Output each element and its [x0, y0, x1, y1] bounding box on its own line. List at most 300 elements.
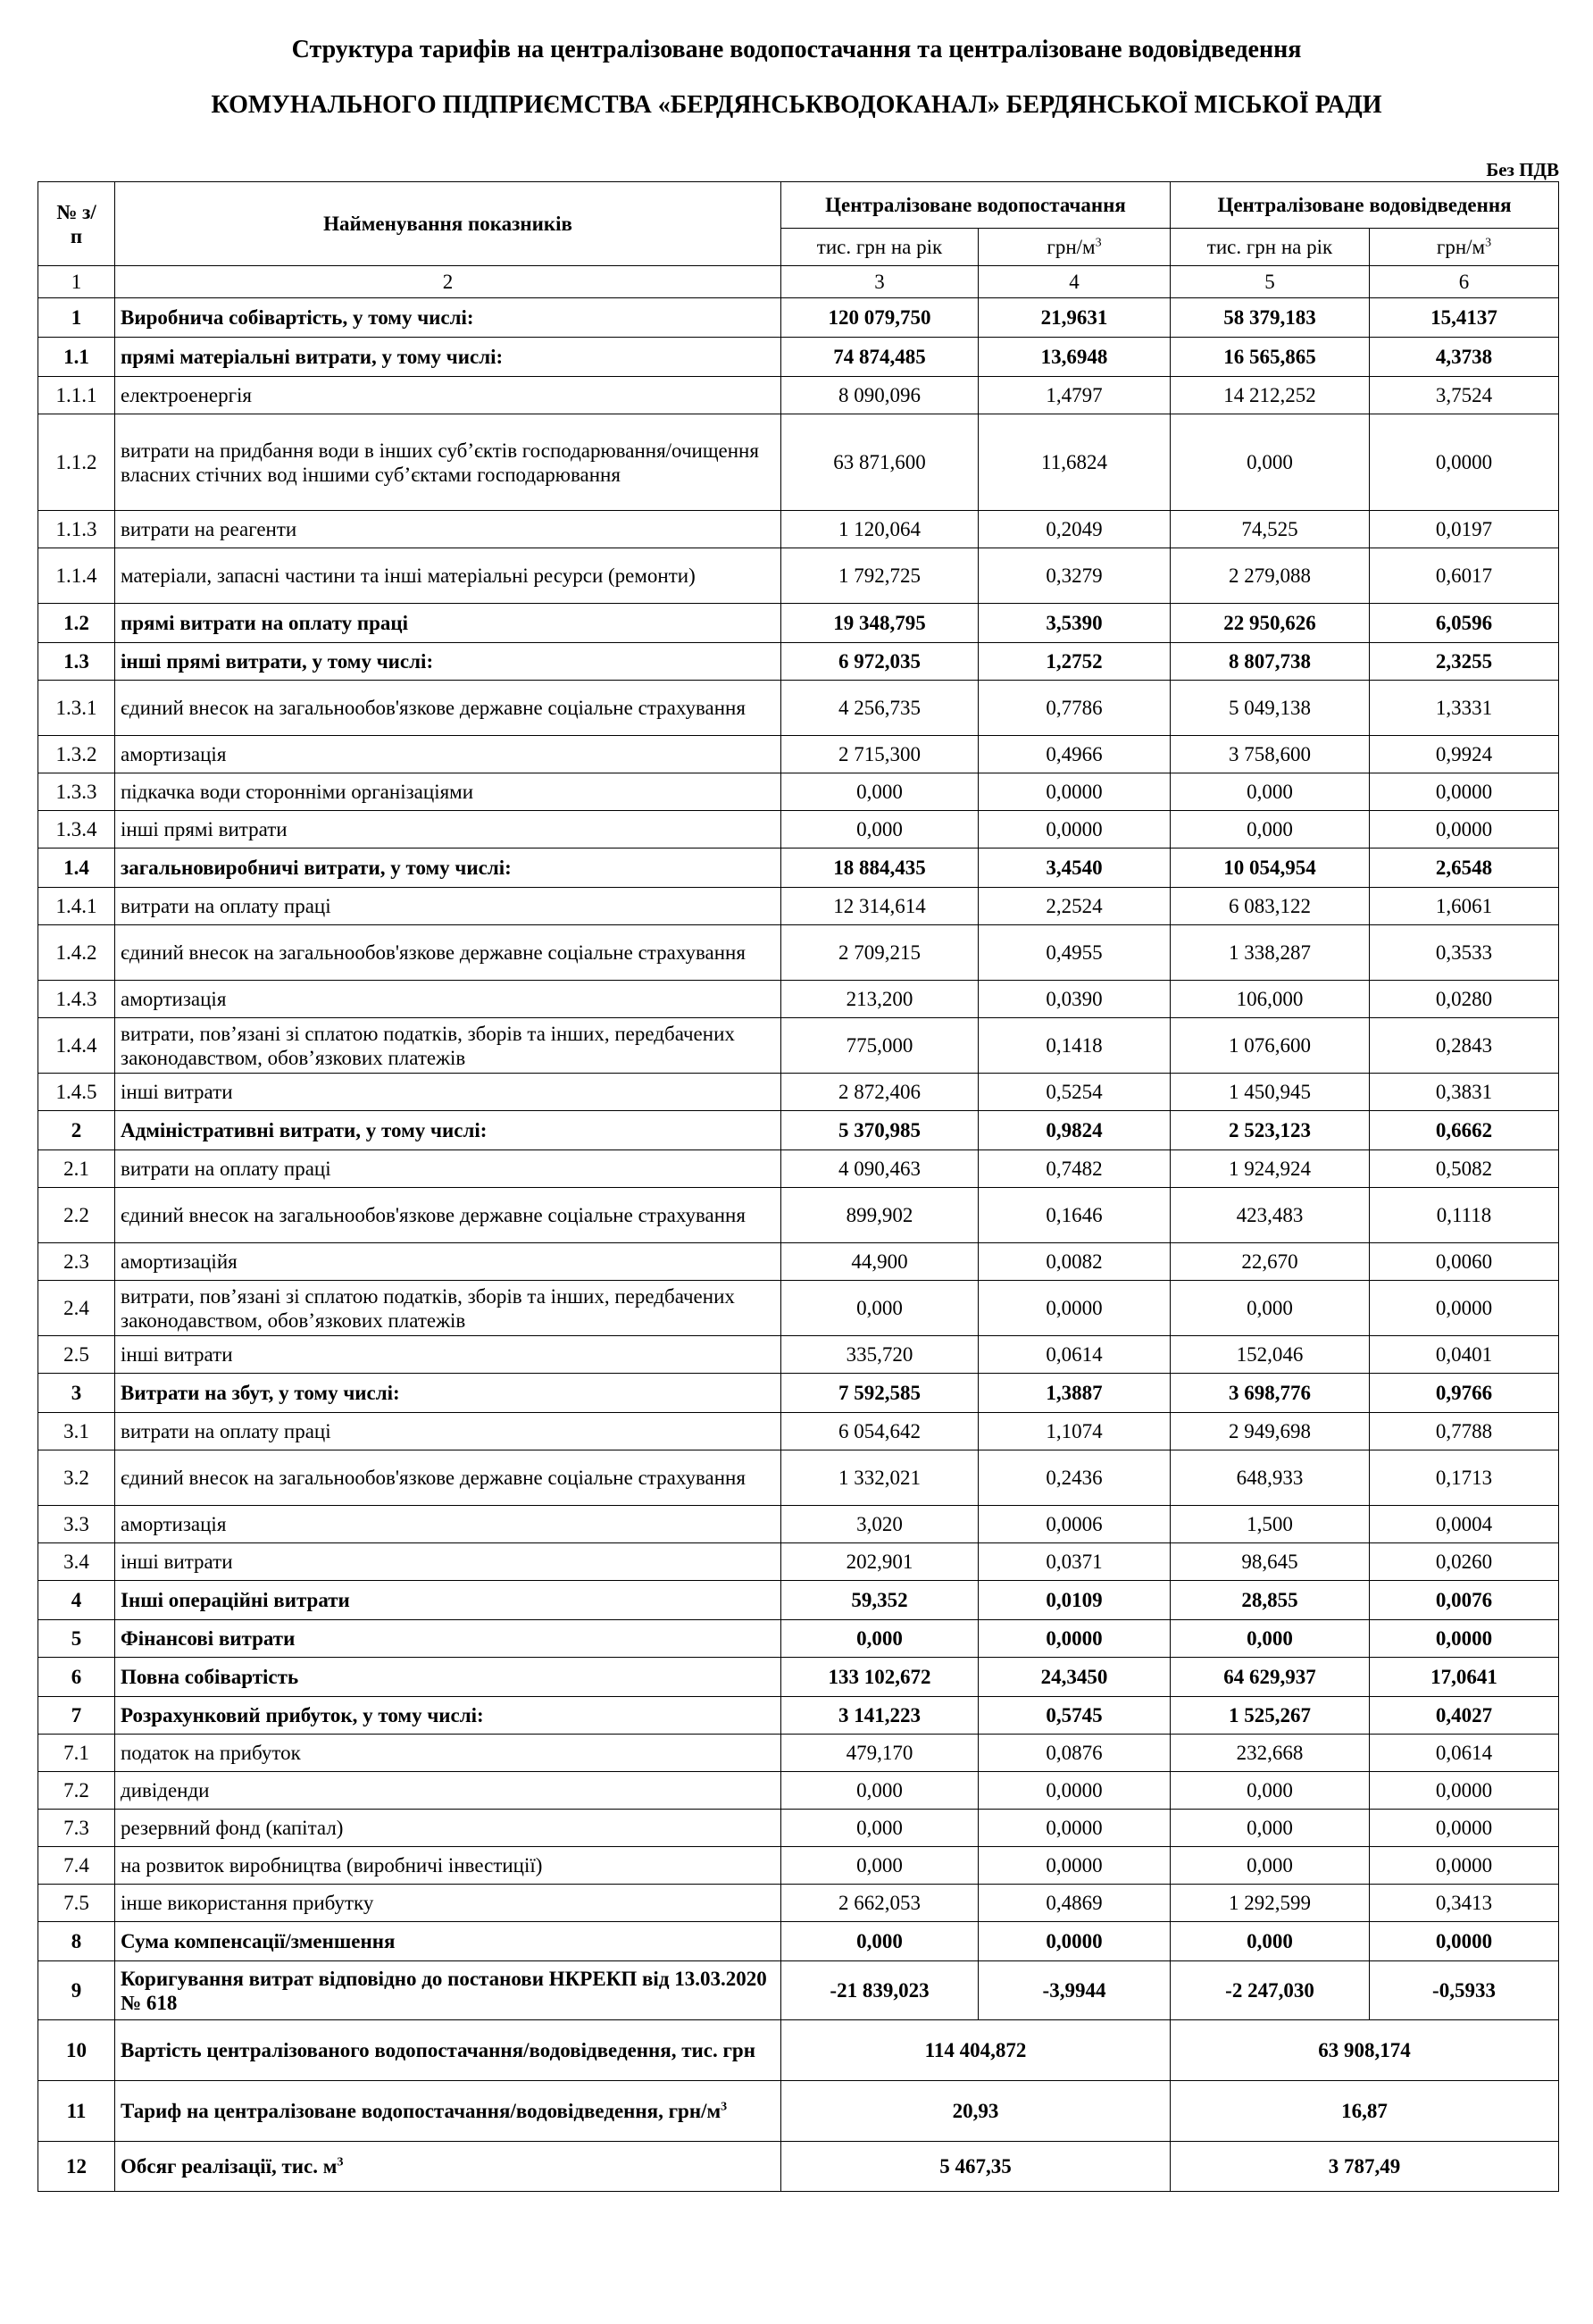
column-number: 1 [38, 266, 115, 298]
row-number: 1.1.3 [38, 511, 115, 548]
table-row [38, 1847, 1559, 1885]
water-uah-per-m3-cell: 0,9824 [979, 1111, 1171, 1150]
water-thousand-uah-cell: 6 054,642 [781, 1413, 979, 1450]
row-indicator-name: амортизація [115, 1506, 781, 1543]
row-number: 2.1 [38, 1150, 115, 1188]
sewer-thousand-uah-cell: -2 247,030 [1171, 1961, 1370, 2020]
header-water-supply: Централізоване водопостачання [781, 182, 1171, 229]
sewer-thousand-uah-cell: 1 292,599 [1171, 1885, 1370, 1922]
row-number: 1 [38, 298, 115, 338]
table-row [38, 811, 1559, 849]
sewer-thousand-uah-cell: 152,046 [1171, 1336, 1370, 1374]
sewer-thousand-uah-cell: 16 565,865 [1171, 338, 1370, 377]
table-row [38, 925, 1559, 981]
vat-note: Без ПДВ [1486, 159, 1559, 180]
row-indicator-name: витрати на оплату праці [115, 1413, 781, 1450]
row-indicator-name: Сума компенсації/зменшення [115, 1922, 781, 1961]
table-row [38, 643, 1559, 681]
sewer-total-cell: 16,87 [1171, 2081, 1559, 2142]
table-row [38, 1697, 1559, 1735]
water-thousand-uah-cell: 5 370,985 [781, 1111, 979, 1150]
water-uah-per-m3-cell: 0,0000 [979, 1922, 1171, 1961]
row-number: 2.3 [38, 1243, 115, 1281]
water-uah-per-m3-cell: 11,6824 [979, 414, 1171, 511]
sewer-uah-per-m3-cell: 0,7788 [1370, 1413, 1559, 1450]
sewer-uah-per-m3-cell: 0,0000 [1370, 1620, 1559, 1658]
water-uah-per-m3-cell: 0,0109 [979, 1581, 1171, 1620]
summary-row [38, 2142, 1559, 2192]
water-uah-per-m3-cell: 3,5390 [979, 604, 1171, 643]
table-row [38, 1281, 1559, 1336]
row-number: 1.1 [38, 338, 115, 377]
sewer-uah-per-m3-cell: 0,1118 [1370, 1188, 1559, 1243]
row-number: 1.4.5 [38, 1074, 115, 1111]
sewer-uah-per-m3-cell: 0,2843 [1370, 1018, 1559, 1074]
water-thousand-uah-cell: -21 839,023 [781, 1961, 979, 2020]
header-sewer-uah-per-m3: грн/$м^3$ [1370, 229, 1559, 266]
row-number: 6 [38, 1658, 115, 1697]
water-thousand-uah-cell: 479,170 [781, 1735, 979, 1772]
row-indicator-name: інше використання прибутку [115, 1885, 781, 1922]
row-indicator-name: матеріали, запасні частини та інші матеріальні ресурси (ремонти) [115, 548, 781, 604]
water-uah-per-m3-cell: 1,1074 [979, 1413, 1171, 1450]
table-row [38, 1374, 1559, 1413]
sewer-thousand-uah-cell: 6 083,122 [1171, 888, 1370, 925]
row-number: 1.4 [38, 849, 115, 888]
water-uah-per-m3-cell: 0,0390 [979, 981, 1171, 1018]
sewer-uah-per-m3-cell: 6,0596 [1370, 604, 1559, 643]
header-sewer-thousand-uah: тис. грн на рік [1171, 229, 1370, 266]
water-uah-per-m3-cell: 21,9631 [979, 298, 1171, 338]
sewer-uah-per-m3-cell: 0,4027 [1370, 1697, 1559, 1735]
row-indicator-name: Адміністративні витрати, у тому числі: [115, 1111, 781, 1150]
row-indicator-name: підкачка води сторонніми організаціями [115, 773, 781, 811]
table-row [38, 414, 1559, 511]
table-row [38, 377, 1559, 414]
water-uah-per-m3-cell: -3,9944 [979, 1961, 1171, 2020]
water-uah-per-m3-cell: 0,0082 [979, 1243, 1171, 1281]
header-water-uah-per-m3: грн/$м^3$ [979, 229, 1171, 266]
row-number: 2.4 [38, 1281, 115, 1336]
sewer-thousand-uah-cell: 8 807,738 [1171, 643, 1370, 681]
table-row [38, 1810, 1559, 1847]
row-indicator-name: витрати на придбання води в інших суб’єктів господарювання/очищення власних стічних вод іншими суб’єктами господарювання [115, 414, 781, 511]
table-row [38, 681, 1559, 736]
summary-body [38, 2020, 1559, 2192]
row-indicator-name: інші витрати [115, 1074, 781, 1111]
summary-label: Вартість централізованого водопостачання/водовідведення, тис. грн [121, 2039, 755, 2061]
summary-row [38, 2020, 1559, 2081]
sewer-uah-per-m3-cell: 4,3738 [1370, 338, 1559, 377]
sewer-thousand-uah-cell: 0,000 [1171, 1281, 1370, 1336]
water-thousand-uah-cell: 0,000 [781, 1772, 979, 1810]
row-indicator-name: інші витрати [115, 1543, 781, 1581]
sewer-thousand-uah-cell: 2 949,698 [1171, 1413, 1370, 1450]
table-row [38, 1772, 1559, 1810]
sewer-thousand-uah-cell: 3 698,776 [1171, 1374, 1370, 1413]
sewer-uah-per-m3-cell: 15,4137 [1370, 298, 1559, 338]
row-indicator-name: амортизація [115, 981, 781, 1018]
water-uah-per-m3-cell: 0,0000 [979, 1772, 1171, 1810]
sewer-thousand-uah-cell: 0,000 [1171, 1772, 1370, 1810]
row-number: 7.1 [38, 1735, 115, 1772]
water-thousand-uah-cell: 2 872,406 [781, 1074, 979, 1111]
table-row [38, 1885, 1559, 1922]
sewer-uah-per-m3-cell: 0,0614 [1370, 1735, 1559, 1772]
table-row [38, 1620, 1559, 1658]
row-indicator-name: податок на прибуток [115, 1735, 781, 1772]
sewer-thousand-uah-cell: 423,483 [1171, 1188, 1370, 1243]
row-number: 1.1.2 [38, 414, 115, 511]
row-number: 3.4 [38, 1543, 115, 1581]
water-uah-per-m3-cell: 0,0000 [979, 811, 1171, 849]
row-number: 1.3 [38, 643, 115, 681]
water-uah-per-m3-cell: 0,4966 [979, 736, 1171, 773]
water-thousand-uah-cell: 202,901 [781, 1543, 979, 1581]
water-uah-per-m3-cell: 0,2436 [979, 1450, 1171, 1506]
summary-label: Обсяг реалізації, тис. м [121, 2155, 338, 2178]
column-number: 6 [1370, 266, 1559, 298]
row-number: 2.2 [38, 1188, 115, 1243]
water-uah-per-m3-cell: 13,6948 [979, 338, 1171, 377]
row-number: 1.4.1 [38, 888, 115, 925]
summary-label: Тариф на централізоване водопостачання/водовідведення, грн/м [121, 2100, 721, 2122]
sewer-thousand-uah-cell: 5 049,138 [1171, 681, 1370, 736]
sewer-thousand-uah-cell: 98,645 [1171, 1543, 1370, 1581]
water-uah-per-m3-cell: 1,4797 [979, 377, 1171, 414]
water-uah-per-m3-cell: 0,7482 [979, 1150, 1171, 1188]
row-indicator-name: Обсяг реалізації, тис. $м^3$ [115, 2142, 781, 2192]
sewer-uah-per-m3-cell: 0,9766 [1370, 1374, 1559, 1413]
water-thousand-uah-cell: 44,900 [781, 1243, 979, 1281]
sewer-thousand-uah-cell: 22 950,626 [1171, 604, 1370, 643]
sewer-thousand-uah-cell: 64 629,937 [1171, 1658, 1370, 1697]
document-subtitle: КОМУНАЛЬНОГО ПІДПРИЄМСТВА «БЕРДЯНСЬКВОДОКАНАЛ» БЕРДЯНСЬКОЇ МІСЬКОЇ РАДИ [211, 91, 1382, 119]
water-thousand-uah-cell: 1 792,725 [781, 548, 979, 604]
table-row [38, 1922, 1559, 1961]
water-uah-per-m3-cell: 0,0000 [979, 1620, 1171, 1658]
water-thousand-uah-cell: 1 332,021 [781, 1450, 979, 1506]
water-thousand-uah-cell: 0,000 [781, 1922, 979, 1961]
table-row [38, 1450, 1559, 1506]
row-indicator-name: амортизація [115, 736, 781, 773]
row-number: 1.1.4 [38, 548, 115, 604]
sewer-uah-per-m3-cell: 0,0060 [1370, 1243, 1559, 1281]
sewer-thousand-uah-cell: 0,000 [1171, 773, 1370, 811]
row-number: 1.3.2 [38, 736, 115, 773]
row-number: 3.1 [38, 1413, 115, 1450]
water-thousand-uah-cell: 6 972,035 [781, 643, 979, 681]
sewer-thousand-uah-cell: 74,525 [1171, 511, 1370, 548]
sewer-uah-per-m3-cell: 0,0000 [1370, 1922, 1559, 1961]
row-number: 12 [38, 2142, 115, 2192]
sewer-thousand-uah-cell: 1 076,600 [1171, 1018, 1370, 1074]
table-row [38, 981, 1559, 1018]
sewer-uah-per-m3-cell: 2,3255 [1370, 643, 1559, 681]
sewer-uah-per-m3-cell: 0,0076 [1370, 1581, 1559, 1620]
row-number: 7 [38, 1697, 115, 1735]
sewer-thousand-uah-cell: 22,670 [1171, 1243, 1370, 1281]
sewer-thousand-uah-cell: 28,855 [1171, 1581, 1370, 1620]
table-row [38, 736, 1559, 773]
water-thousand-uah-cell: 1 120,064 [781, 511, 979, 548]
water-thousand-uah-cell: 775,000 [781, 1018, 979, 1074]
row-number: 1.4.4 [38, 1018, 115, 1074]
row-indicator-name: єдиний внесок на загальнообов'язкове державне соціальне страхування [115, 1188, 781, 1243]
column-number: 2 [115, 266, 781, 298]
water-thousand-uah-cell: 18 884,435 [781, 849, 979, 888]
sewer-uah-per-m3-cell: 0,6017 [1370, 548, 1559, 604]
row-indicator-name: Тариф на централізоване водопостачання/водовідведення, грн/$м^3$ [115, 2081, 781, 2142]
water-thousand-uah-cell: 213,200 [781, 981, 979, 1018]
water-uah-per-m3-cell: 2,2524 [979, 888, 1171, 925]
table-row [38, 1735, 1559, 1772]
water-thousand-uah-cell: 2 715,300 [781, 736, 979, 773]
table-row [38, 1074, 1559, 1111]
table-row [38, 1336, 1559, 1374]
sewer-thousand-uah-cell: 1 924,924 [1171, 1150, 1370, 1188]
row-number: 1.3.3 [38, 773, 115, 811]
row-indicator-name: резервний фонд (капітал) [115, 1810, 781, 1847]
row-indicator-name: Виробнича собівартість, у тому числі: [115, 298, 781, 338]
water-uah-per-m3-cell: 0,5745 [979, 1697, 1171, 1735]
row-number: 2 [38, 1111, 115, 1150]
water-thousand-uah-cell: 8 090,096 [781, 377, 979, 414]
table-row [38, 888, 1559, 925]
row-indicator-name: електроенергія [115, 377, 781, 414]
water-thousand-uah-cell: 3,020 [781, 1506, 979, 1543]
column-number: 3 [781, 266, 979, 298]
water-thousand-uah-cell: 3 141,223 [781, 1697, 979, 1735]
water-uah-per-m3-cell: 0,4955 [979, 925, 1171, 981]
sewer-thousand-uah-cell: 0,000 [1171, 1847, 1370, 1885]
sewer-total-cell: 3 787,49 [1171, 2142, 1559, 2192]
table-row [38, 548, 1559, 604]
row-number: 8 [38, 1922, 115, 1961]
row-number: 7.3 [38, 1810, 115, 1847]
row-number: 1.3.1 [38, 681, 115, 736]
row-indicator-name: інші прямі витрати, у тому числі: [115, 643, 781, 681]
sewer-uah-per-m3-cell: 0,0260 [1370, 1543, 1559, 1581]
water-thousand-uah-cell: 4 256,735 [781, 681, 979, 736]
sewer-thousand-uah-cell: 3 758,600 [1171, 736, 1370, 773]
water-uah-per-m3-cell: 0,0000 [979, 1281, 1171, 1336]
table-row [38, 849, 1559, 888]
water-uah-per-m3-cell: 0,0000 [979, 1810, 1171, 1847]
header-water-thousand-uah: тис. грн на рік [781, 229, 979, 266]
sewer-uah-per-m3-cell: 0,0004 [1370, 1506, 1559, 1543]
row-number: 7.4 [38, 1847, 115, 1885]
water-thousand-uah-cell: 59,352 [781, 1581, 979, 1620]
sewer-thousand-uah-cell: 1 338,287 [1171, 925, 1370, 981]
row-indicator-name: інші витрати [115, 1336, 781, 1374]
row-indicator-name: амортизаційя [115, 1243, 781, 1281]
document-title: Структура тарифів на централізоване водопостачання та централізоване водовідведення [291, 36, 1302, 63]
water-thousand-uah-cell: 899,902 [781, 1188, 979, 1243]
table-row [38, 1543, 1559, 1581]
water-total-cell: 5 467,35 [781, 2142, 1171, 2192]
row-indicator-name: витрати, пов’язані зі сплатою податків, зборів та інших, передбачених законодавством, обов’язкових платежів [115, 1281, 781, 1336]
sewer-total-cell: 63 908,174 [1171, 2020, 1559, 2081]
sewer-thousand-uah-cell: 0,000 [1171, 414, 1370, 511]
row-number: 7.2 [38, 1772, 115, 1810]
water-uah-per-m3-cell: 1,3887 [979, 1374, 1171, 1413]
summary-row [38, 2081, 1559, 2142]
sewer-uah-per-m3-cell: 0,0000 [1370, 811, 1559, 849]
water-thousand-uah-cell: 2 662,053 [781, 1885, 979, 1922]
row-number: 4 [38, 1581, 115, 1620]
row-indicator-name: на розвиток виробництва (виробничі інвестиції) [115, 1847, 781, 1885]
water-uah-per-m3-cell: 0,0614 [979, 1336, 1171, 1374]
water-thousand-uah-cell: 2 709,215 [781, 925, 979, 981]
table-body [38, 298, 1559, 2020]
sewer-uah-per-m3-cell: -0,5933 [1370, 1961, 1559, 2020]
row-indicator-name: Повна собівартість [115, 1658, 781, 1697]
water-thousand-uah-cell: 0,000 [781, 811, 979, 849]
sewer-thousand-uah-cell: 1 450,945 [1171, 1074, 1370, 1111]
table-row [38, 1961, 1559, 2020]
sewer-uah-per-m3-cell: 0,6662 [1370, 1111, 1559, 1150]
sewer-uah-per-m3-cell: 1,3331 [1370, 681, 1559, 736]
water-thousand-uah-cell: 4 090,463 [781, 1150, 979, 1188]
water-thousand-uah-cell: 0,000 [781, 1847, 979, 1885]
table-row [38, 1243, 1559, 1281]
table-row [38, 1018, 1559, 1074]
row-number: 3 [38, 1374, 115, 1413]
table-row [38, 338, 1559, 377]
sewer-uah-per-m3-cell: 0,3413 [1370, 1885, 1559, 1922]
sewer-uah-per-m3-cell: 0,0000 [1370, 1281, 1559, 1336]
sewer-uah-per-m3-cell: 0,0000 [1370, 414, 1559, 511]
row-number: 7.5 [38, 1885, 115, 1922]
header-number: № з/п [38, 182, 115, 266]
water-thousand-uah-cell: 19 348,795 [781, 604, 979, 643]
sewer-uah-per-m3-cell: 0,0197 [1370, 511, 1559, 548]
water-uah-per-m3-cell: 0,2049 [979, 511, 1171, 548]
row-number: 9 [38, 1961, 115, 2020]
row-number: 10 [38, 2020, 115, 2081]
water-thousand-uah-cell: 0,000 [781, 1810, 979, 1847]
sewer-uah-per-m3-cell: 0,3533 [1370, 925, 1559, 981]
sewer-thousand-uah-cell: 2 523,123 [1171, 1111, 1370, 1150]
column-number: 5 [1171, 266, 1370, 298]
sewer-uah-per-m3-cell: 0,3831 [1370, 1074, 1559, 1111]
water-uah-per-m3-cell: 0,0371 [979, 1543, 1171, 1581]
row-number: 1.1.1 [38, 377, 115, 414]
water-total-cell: 20,93 [781, 2081, 1171, 2142]
row-indicator-name: інші прямі витрати [115, 811, 781, 849]
row-number: 3.2 [38, 1450, 115, 1506]
water-uah-per-m3-cell: 24,3450 [979, 1658, 1171, 1697]
row-number: 5 [38, 1620, 115, 1658]
sewer-uah-per-m3-cell: 3,7524 [1370, 377, 1559, 414]
row-indicator-name: єдиний внесок на загальнообов'язкове державне соціальне страхування [115, 681, 781, 736]
sewer-thousand-uah-cell: 58 379,183 [1171, 298, 1370, 338]
tariff-structure-table [38, 181, 1559, 2192]
sewer-uah-per-m3-cell: 17,0641 [1370, 1658, 1559, 1697]
sewer-uah-per-m3-cell: 0,9924 [1370, 736, 1559, 773]
table-row [38, 1413, 1559, 1450]
sewer-thousand-uah-cell: 1 525,267 [1171, 1697, 1370, 1735]
row-indicator-name: витрати на оплату праці [115, 888, 781, 925]
sewer-uah-per-m3-cell: 2,6548 [1370, 849, 1559, 888]
row-number: 1.4.2 [38, 925, 115, 981]
sewer-thousand-uah-cell: 0,000 [1171, 1620, 1370, 1658]
sewer-thousand-uah-cell: 106,000 [1171, 981, 1370, 1018]
table-row [38, 1111, 1559, 1150]
water-total-cell: 114 404,872 [781, 2020, 1171, 2081]
water-uah-per-m3-cell: 0,3279 [979, 548, 1171, 604]
row-indicator-name: Витрати на збут, у тому числі: [115, 1374, 781, 1413]
sewer-thousand-uah-cell: 232,668 [1171, 1735, 1370, 1772]
row-number: 11 [38, 2081, 115, 2142]
row-indicator-name: прямі матеріальні витрати, у тому числі: [115, 338, 781, 377]
water-thousand-uah-cell: 63 871,600 [781, 414, 979, 511]
row-number: 1.2 [38, 604, 115, 643]
row-indicator-name: єдиний внесок на загальнообов'язкове державне соціальне страхування [115, 1450, 781, 1506]
water-thousand-uah-cell: 7 592,585 [781, 1374, 979, 1413]
row-indicator-name: дивіденди [115, 1772, 781, 1810]
sewer-thousand-uah-cell: 2 279,088 [1171, 548, 1370, 604]
water-uah-per-m3-cell: 3,4540 [979, 849, 1171, 888]
row-number: 3.3 [38, 1506, 115, 1543]
sewer-thousand-uah-cell: 1,500 [1171, 1506, 1370, 1543]
water-uah-per-m3-cell: 0,1646 [979, 1188, 1171, 1243]
sewer-uah-per-m3-cell: 0,1713 [1370, 1450, 1559, 1506]
row-number: 2.5 [38, 1336, 115, 1374]
water-thousand-uah-cell: 12 314,614 [781, 888, 979, 925]
water-uah-per-m3-cell: 0,7786 [979, 681, 1171, 736]
water-uah-per-m3-cell: 0,0006 [979, 1506, 1171, 1543]
water-thousand-uah-cell: 0,000 [781, 773, 979, 811]
row-indicator-name: прямі витрати на оплату праці [115, 604, 781, 643]
row-number: 1.3.4 [38, 811, 115, 849]
sewer-uah-per-m3-cell: 0,0000 [1370, 1847, 1559, 1885]
sewer-thousand-uah-cell: 648,933 [1171, 1450, 1370, 1506]
water-uah-per-m3-cell: 0,0000 [979, 1847, 1171, 1885]
sewer-thousand-uah-cell: 0,000 [1171, 1922, 1370, 1961]
water-thousand-uah-cell: 335,720 [781, 1336, 979, 1374]
sewer-uah-per-m3-cell: 0,0000 [1370, 773, 1559, 811]
sewer-thousand-uah-cell: 14 212,252 [1171, 377, 1370, 414]
sewer-thousand-uah-cell: 0,000 [1171, 811, 1370, 849]
table-row [38, 298, 1559, 338]
table-row [38, 1188, 1559, 1243]
table-row [38, 1506, 1559, 1543]
sewer-thousand-uah-cell: 0,000 [1171, 1810, 1370, 1847]
table-row [38, 511, 1559, 548]
header-indicator-name: Найменування показників [115, 182, 781, 266]
water-uah-per-m3-cell: 0,0876 [979, 1735, 1171, 1772]
table-row [38, 1581, 1559, 1620]
water-thousand-uah-cell: 74 874,485 [781, 338, 979, 377]
sewer-thousand-uah-cell: 10 054,954 [1171, 849, 1370, 888]
row-indicator-name: загальновиробничі витрати, у тому числі: [115, 849, 781, 888]
table-row [38, 773, 1559, 811]
row-indicator-name [115, 2020, 781, 2081]
row-indicator-name: Фінансові витрати [115, 1620, 781, 1658]
table-row [38, 604, 1559, 643]
water-uah-per-m3-cell: 0,0000 [979, 773, 1171, 811]
water-uah-per-m3-cell: 0,4869 [979, 1885, 1171, 1922]
sewer-uah-per-m3-cell: 0,0000 [1370, 1772, 1559, 1810]
sewer-uah-per-m3-cell: 0,5082 [1370, 1150, 1559, 1188]
row-indicator-name: Коригування витрат відповідно до постанови НКРЕКП від 13.03.2020 № 618 [115, 1961, 781, 2020]
water-thousand-uah-cell: 120 079,750 [781, 298, 979, 338]
column-number-row [38, 266, 1559, 298]
water-uah-per-m3-cell: 0,1418 [979, 1018, 1171, 1074]
row-indicator-name: витрати, пов’язані зі сплатою податків, зборів та інших, передбачених законодавством, обов’язкових платежів [115, 1018, 781, 1074]
